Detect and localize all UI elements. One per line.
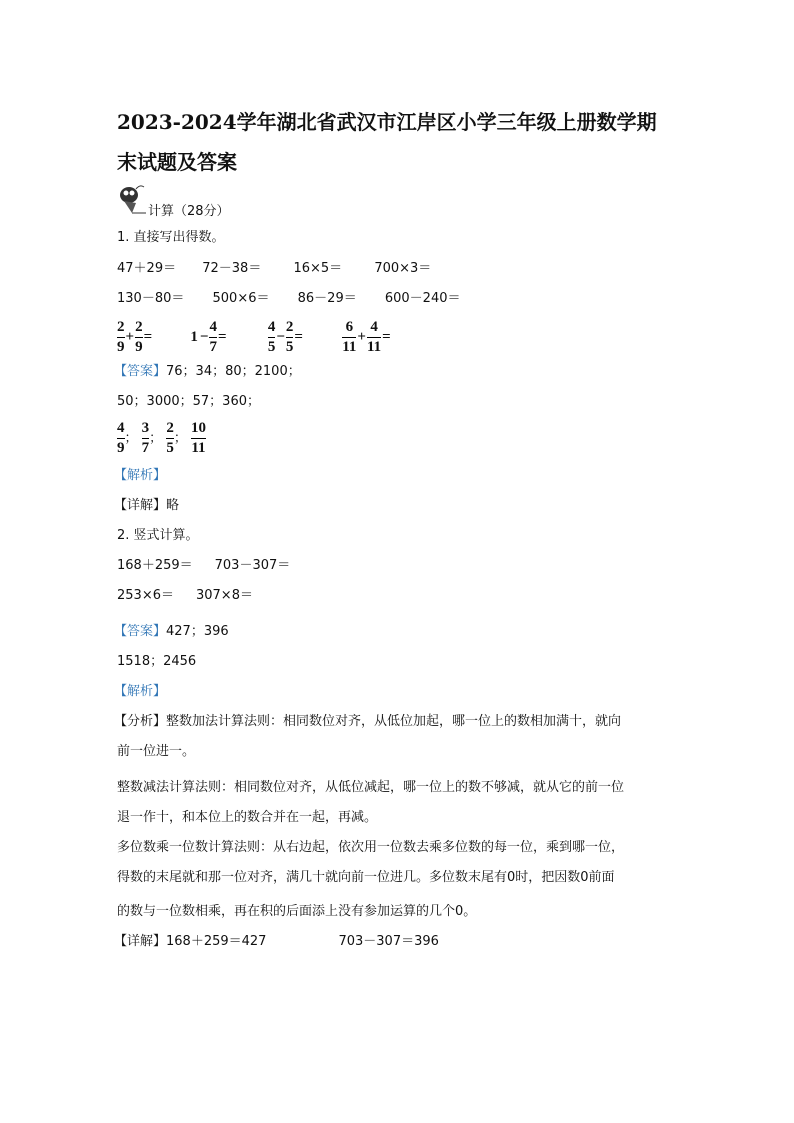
expr: 16×5＝ <box>293 261 343 276</box>
q1-detail: 【详解】略 <box>114 498 180 513</box>
expr: 600－240＝ <box>384 291 461 306</box>
q2-row2: 253×6＝ 307×8＝ <box>117 588 253 603</box>
cartoon-pencil-icon <box>118 183 146 215</box>
q1-label: 1. 直接写出得数。 <box>117 230 225 245</box>
analysis-text: 得数的末尾就和那一位对齐，满几十就向前一位进几。多位数末尾有0时，把因数0前面 <box>117 870 615 885</box>
q2-answer-2: 1518；2456 <box>117 654 197 669</box>
analysis-text: 退一作十，和本位上的数合并在一起，再减。 <box>117 810 378 825</box>
section-heading: 计算（28分） <box>148 204 230 219</box>
expr: 500×6＝ <box>212 291 270 306</box>
q1-answer-fractions: $\frac{4}{9}$ ； $\frac{3}{7}$ ； $\frac{2}{5}$ ； $\frac{10}{11}$ <box>117 420 206 456</box>
expr: 700×3＝ <box>374 261 432 276</box>
expr: 47＋29＝ <box>117 261 177 276</box>
expr: 86－29＝ <box>297 291 357 306</box>
title-line-2: 末试题及答案 <box>117 150 237 174</box>
q1-answer-2: 50；3000；57；360； <box>117 394 260 409</box>
expr: 130－80＝ <box>117 291 185 306</box>
analysis-text: 的数与一位数相乘，再在积的后面添上没有参加运算的几个0。 <box>117 904 477 919</box>
q1-fraction-row: $\frac{2}{9}$ + $\frac{2}{9}$ = 1 − $\frac{4}{7}$ = $\frac{4}{5}$ − $\frac{2}{5}$ = $\frac{6}{11}$ + $\frac{4}{11}$ = <box>117 318 391 355</box>
analysis-text: 整数减法计算法则：相同数位对齐，从低位减起，哪一位上的数不够减，就从它的前一位 <box>117 780 625 795</box>
q1-answer: 【答案】76；34；80；2100； <box>114 364 301 379</box>
q2-row1: 168＋259＝ 703－307＝ <box>117 558 291 573</box>
q1-row2 <box>117 291 461 307</box>
q1-row1 <box>117 261 431 277</box>
expr: 72－38＝ <box>202 261 262 276</box>
analysis-text: 【分析】整数加法计算法则：相同数位对齐，从低位加起，哪一位上的数相加满十，就向 <box>114 714 622 729</box>
q2-analysis-tag: 【解析】 <box>114 684 167 699</box>
q2-detail: 【详解】168＋259＝427 703－307＝396 <box>114 934 439 949</box>
analysis-text: 多位数乘一位数计算法则：从右边起，依次用一位数去乘多位数的每一位，乘到哪一位， <box>117 840 625 855</box>
title-line-1: 2023-2024学年湖北省武汉市江岸区小学三年级上册数学期 <box>117 110 657 134</box>
q2-label: 2. 竖式计算。 <box>117 528 199 543</box>
q2-answer: 【答案】427；396 <box>114 624 229 639</box>
analysis-text: 前一位进一。 <box>117 744 196 759</box>
q1-analysis-tag: 【解析】 <box>114 468 167 483</box>
